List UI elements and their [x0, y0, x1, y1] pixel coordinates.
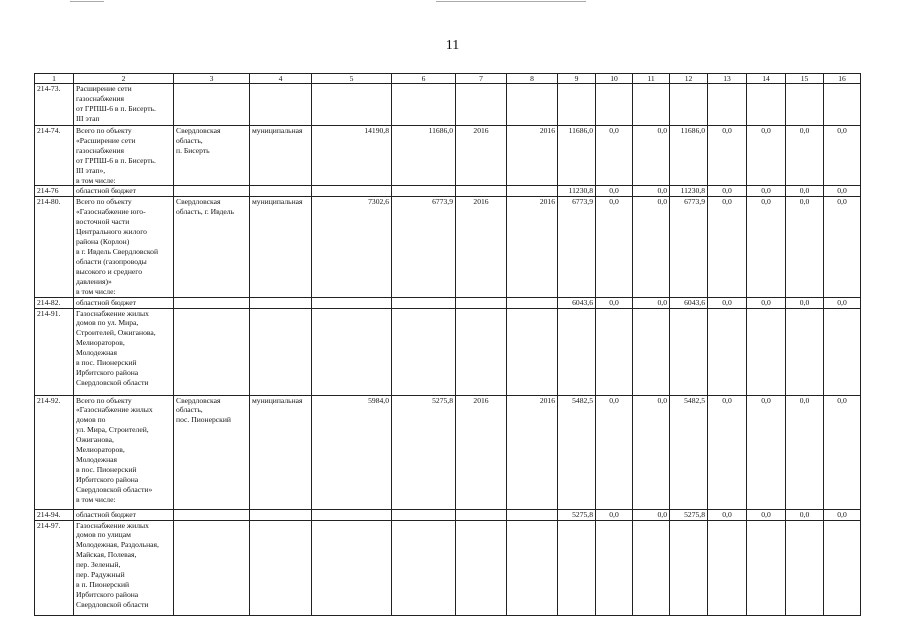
- value-col-15: 0,0: [786, 395, 824, 509]
- row-name: областной бюджет: [74, 297, 174, 308]
- value-col-7: [456, 520, 507, 615]
- value-col-5: 5984,0: [312, 395, 392, 509]
- value-col-11: [633, 84, 670, 126]
- value-col-8: [507, 520, 558, 615]
- table-row: [35, 308, 861, 395]
- value-col-10: [596, 84, 633, 126]
- value-col-12: 6773,9: [670, 197, 708, 297]
- value-col-8: 2016: [507, 395, 558, 509]
- row-code: 214-97.: [35, 520, 74, 615]
- value-col-14: [747, 84, 786, 126]
- row-code: 214-80.: [35, 197, 74, 297]
- column-header: 4: [250, 74, 312, 84]
- value-col-10: 0,0: [596, 126, 633, 186]
- value-col-10: 0,0: [596, 509, 633, 520]
- value-col-15: 0,0: [786, 297, 824, 308]
- value-col-8: 2016: [507, 197, 558, 297]
- value-col-6: [392, 186, 456, 197]
- value-col-13: [708, 308, 747, 395]
- row-code: 214-76: [35, 186, 74, 197]
- row-name: Всего по объекту «Расширение сети газоснабжения от ГРПШ-6 в п. Бисерть. III этап», в том числе:: [74, 126, 174, 186]
- row-location: [174, 297, 250, 308]
- row-location: [174, 520, 250, 615]
- value-col-13: 0,0: [708, 509, 747, 520]
- value-col-10: 0,0: [596, 297, 633, 308]
- value-col-9: 11230,8: [558, 186, 596, 197]
- value-col-9: [558, 308, 596, 395]
- value-col-12: 5482,5: [670, 395, 708, 509]
- value-col-13: 0,0: [708, 126, 747, 186]
- value-col-5: [312, 308, 392, 395]
- row-name: Расширение сети газоснабжения от ГРПШ-6 в п. Бисерть. III этап: [74, 84, 174, 126]
- column-number-row: [35, 74, 861, 84]
- row-location: Свердловская область, п. Бисерть: [174, 126, 250, 186]
- value-col-9: 5482,5: [558, 395, 596, 509]
- value-col-14: 0,0: [747, 197, 786, 297]
- value-col-8: [507, 186, 558, 197]
- value-col-11: 0,0: [633, 395, 670, 509]
- table-row: [35, 395, 861, 509]
- row-code: 214-94.: [35, 509, 74, 520]
- row-location: Свердловская область, г. Ивдель: [174, 197, 250, 297]
- column-header: 8: [507, 74, 558, 84]
- value-col-14: 0,0: [747, 186, 786, 197]
- value-col-8: [507, 308, 558, 395]
- value-col-8: 2016: [507, 126, 558, 186]
- value-col-7: [456, 509, 507, 520]
- value-col-11: 0,0: [633, 297, 670, 308]
- row-location: [174, 308, 250, 395]
- value-col-14: [747, 308, 786, 395]
- row-ownership: муниципальная: [250, 197, 312, 297]
- value-col-13: [708, 84, 747, 126]
- value-col-13: 0,0: [708, 197, 747, 297]
- investment-table: [34, 73, 861, 616]
- value-col-10: 0,0: [596, 186, 633, 197]
- row-name: Всего по объекту «Газоснабжение юго- восточной части Центрального жилого района (Корлон) в г. Ивдель Свердловской области (газопроводы высокого и среднего давления)» в том числе:: [74, 197, 174, 297]
- row-ownership: [250, 186, 312, 197]
- value-col-11: 0,0: [633, 186, 670, 197]
- value-col-16: [824, 308, 861, 395]
- table-row: [35, 509, 861, 520]
- row-name: Газоснабжение жилых домов по улицам Молодежная, Раздольная, Майская, Полевая, пер. Зеленый, пер. Радужный в п. Пионерский Ирбитского района Свердловской области: [74, 520, 174, 615]
- row-name: областной бюджет: [74, 186, 174, 197]
- row-location: Свердловская область, пос. Пионерский: [174, 395, 250, 509]
- column-header: 16: [824, 74, 861, 84]
- value-col-5: [312, 509, 392, 520]
- value-col-7: [456, 186, 507, 197]
- value-col-14: 0,0: [747, 126, 786, 186]
- value-col-16: 0,0: [824, 297, 861, 308]
- value-col-9: 5275,8: [558, 509, 596, 520]
- value-col-12: 6043,6: [670, 297, 708, 308]
- column-header: 15: [786, 74, 824, 84]
- column-header: 3: [174, 74, 250, 84]
- value-col-6: [392, 84, 456, 126]
- value-col-5: 14190,8: [312, 126, 392, 186]
- value-col-13: [708, 520, 747, 615]
- row-code: 214-92.: [35, 395, 74, 509]
- row-code: 214-91.: [35, 308, 74, 395]
- value-col-6: [392, 520, 456, 615]
- value-col-10: [596, 308, 633, 395]
- value-col-7: 2016: [456, 126, 507, 186]
- value-col-5: [312, 84, 392, 126]
- value-col-9: 11686,0: [558, 126, 596, 186]
- scan-artifact-line: [70, 1, 104, 2]
- value-col-12: [670, 520, 708, 615]
- row-ownership: муниципальная: [250, 126, 312, 186]
- value-col-12: 5275,8: [670, 509, 708, 520]
- value-col-14: 0,0: [747, 297, 786, 308]
- value-col-5: [312, 520, 392, 615]
- column-header: 14: [747, 74, 786, 84]
- row-ownership: муниципальная: [250, 395, 312, 509]
- value-col-6: [392, 308, 456, 395]
- value-col-7: [456, 297, 507, 308]
- value-col-10: [596, 520, 633, 615]
- column-header: 6: [392, 74, 456, 84]
- value-col-15: [786, 520, 824, 615]
- value-col-6: 11686,0: [392, 126, 456, 186]
- value-col-15: 0,0: [786, 509, 824, 520]
- value-col-11: [633, 308, 670, 395]
- page-number: 11: [445, 38, 460, 53]
- column-header: 12: [670, 74, 708, 84]
- row-name: областной бюджет: [74, 509, 174, 520]
- row-ownership: [250, 509, 312, 520]
- value-col-10: 0,0: [596, 395, 633, 509]
- row-ownership: [250, 520, 312, 615]
- value-col-5: 7302,6: [312, 197, 392, 297]
- value-col-9: 6043,6: [558, 297, 596, 308]
- value-col-15: [786, 84, 824, 126]
- row-location: [174, 509, 250, 520]
- value-col-13: 0,0: [708, 395, 747, 509]
- table-row: [35, 197, 861, 297]
- value-col-7: 2016: [456, 395, 507, 509]
- row-name: Всего по объекту «Газоснабжение жилых домов по ул. Мира, Строителей, Ожиганова, Мелиораторов, Молодежная в пос. Пионерский Ирбитского района Свердловской области» в том числе:: [74, 395, 174, 509]
- column-header: 10: [596, 74, 633, 84]
- value-col-14: 0,0: [747, 395, 786, 509]
- table-row: [35, 126, 861, 186]
- value-col-11: 0,0: [633, 126, 670, 186]
- value-col-7: [456, 308, 507, 395]
- column-header: 2: [74, 74, 174, 84]
- scan-artifact-line: [436, 1, 586, 2]
- column-header: 1: [35, 74, 74, 84]
- row-code: 214-82.: [35, 297, 74, 308]
- value-col-14: 0,0: [747, 509, 786, 520]
- value-col-15: 0,0: [786, 197, 824, 297]
- row-ownership: [250, 308, 312, 395]
- row-code: 214-74.: [35, 126, 74, 186]
- value-col-9: [558, 84, 596, 126]
- value-col-6: 6773,9: [392, 197, 456, 297]
- row-ownership: [250, 84, 312, 126]
- value-col-16: [824, 520, 861, 615]
- value-col-7: 2016: [456, 197, 507, 297]
- value-col-8: [507, 297, 558, 308]
- row-code: 214-73.: [35, 84, 74, 126]
- value-col-13: 0,0: [708, 297, 747, 308]
- table-row: [35, 186, 861, 197]
- value-col-8: [507, 509, 558, 520]
- value-col-12: [670, 308, 708, 395]
- table-row: [35, 84, 861, 126]
- column-header: 7: [456, 74, 507, 84]
- value-col-14: [747, 520, 786, 615]
- column-header: 9: [558, 74, 596, 84]
- value-col-12: 11230,8: [670, 186, 708, 197]
- row-location: [174, 84, 250, 126]
- value-col-6: [392, 509, 456, 520]
- value-col-9: [558, 520, 596, 615]
- value-col-5: [312, 297, 392, 308]
- value-col-12: [670, 84, 708, 126]
- value-col-11: [633, 520, 670, 615]
- value-col-13: 0,0: [708, 186, 747, 197]
- row-name: Газоснабжение жилых домов по ул. Мира, Строителей, Ожиганова, Мелиораторов, Молодежная в пос. Пионерский Ирбитского района Свердловской области: [74, 308, 174, 395]
- row-ownership: [250, 297, 312, 308]
- value-col-15: 0,0: [786, 126, 824, 186]
- column-header: 13: [708, 74, 747, 84]
- value-col-16: 0,0: [824, 509, 861, 520]
- value-col-16: [824, 84, 861, 126]
- value-col-16: 0,0: [824, 197, 861, 297]
- value-col-16: 0,0: [824, 126, 861, 186]
- value-col-6: [392, 297, 456, 308]
- value-col-10: 0,0: [596, 197, 633, 297]
- value-col-15: 0,0: [786, 186, 824, 197]
- value-col-12: 11686,0: [670, 126, 708, 186]
- value-col-5: [312, 186, 392, 197]
- value-col-11: 0,0: [633, 197, 670, 297]
- value-col-6: 5275,8: [392, 395, 456, 509]
- value-col-16: 0,0: [824, 395, 861, 509]
- value-col-11: 0,0: [633, 509, 670, 520]
- value-col-9: 6773,9: [558, 197, 596, 297]
- column-header: 11: [633, 74, 670, 84]
- column-header: 5: [312, 74, 392, 84]
- value-col-7: [456, 84, 507, 126]
- table-row: [35, 297, 861, 308]
- value-col-16: 0,0: [824, 186, 861, 197]
- table-row: [35, 520, 861, 615]
- value-col-15: [786, 308, 824, 395]
- row-location: [174, 186, 250, 197]
- value-col-8: [507, 84, 558, 126]
